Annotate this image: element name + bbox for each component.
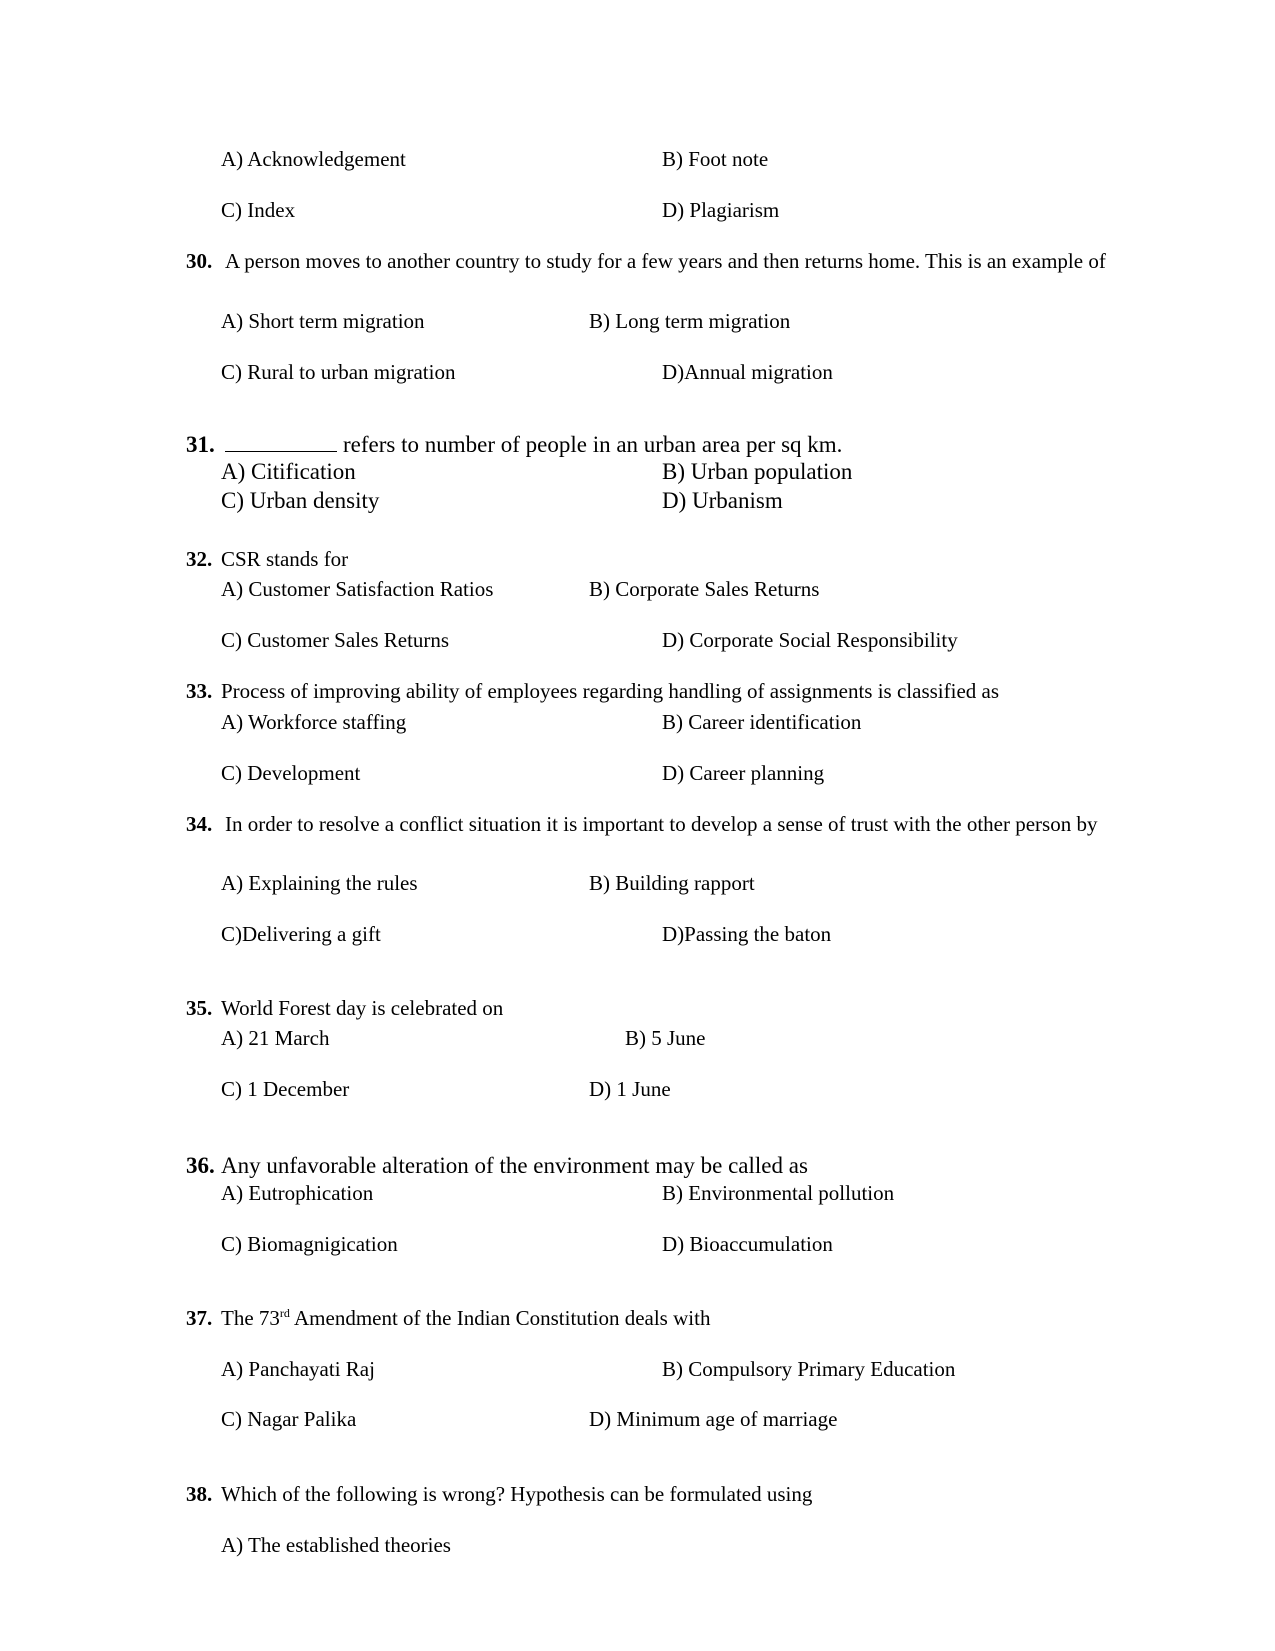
q37-text xyxy=(221,1305,710,1331)
q33-option-a: A) Workforce staffing xyxy=(221,710,407,734)
q36-option-d: D) Bioaccumulation xyxy=(662,1232,833,1256)
q29-option-a: A) Acknowledgement xyxy=(221,147,406,171)
q36-option-b: B) Environmental pollution xyxy=(662,1181,895,1205)
q35-option-d: D) 1 June xyxy=(589,1077,671,1101)
q31-option-c: C) Urban density xyxy=(221,488,380,513)
q38-option-a: A) The established theories xyxy=(221,1533,451,1557)
q32-option-c: C) Customer Sales Returns xyxy=(221,628,450,652)
q36-text: Any unfavorable alteration of the environment may be called as xyxy=(221,1153,808,1178)
q33-number: 33. xyxy=(186,679,213,703)
q32-option-d: D) Corporate Social Responsibility xyxy=(662,628,958,652)
q34-text: In order to resolve a conflict situation it is important to develop a sense of trust with the other person by xyxy=(225,812,1098,836)
q37-option-a: A) Panchayati Raj xyxy=(221,1357,375,1381)
q34-option-a: A) Explaining the rules xyxy=(221,871,418,895)
q34-number: 34. xyxy=(186,812,213,836)
q37-number: 37. xyxy=(186,1306,213,1330)
q30-option-d: D)Annual migration xyxy=(662,360,833,384)
q30-option-a: A) Short term migration xyxy=(221,309,425,333)
q33-option-c: C) Development xyxy=(221,761,361,785)
q33-option-b: B) Career identification xyxy=(662,710,862,734)
q36-option-c: C) Biomagnigication xyxy=(221,1232,398,1256)
q30-number: 30. xyxy=(186,249,213,273)
q34-option-c: C)Delivering a gift xyxy=(221,922,381,946)
q32-option-b: B) Corporate Sales Returns xyxy=(589,577,820,601)
q31-option-d: D) Urbanism xyxy=(662,488,783,513)
q35-number: 35. xyxy=(186,996,213,1020)
q29-option-b: B) Foot note xyxy=(662,147,769,171)
q37-option-d: D) Minimum age of marriage xyxy=(589,1407,838,1431)
q31-option-b: B) Urban population xyxy=(662,459,853,484)
q35-option-c: C) 1 December xyxy=(221,1077,350,1101)
q31-blank xyxy=(225,433,337,452)
q33-option-d: D) Career planning xyxy=(662,761,825,785)
q35-option-a: A) 21 March xyxy=(221,1026,330,1050)
q30-option-c: C) Rural to urban migration xyxy=(221,360,456,384)
q38-number: 38. xyxy=(186,1482,213,1506)
q36-number: 36. xyxy=(186,1153,215,1178)
q30-option-b: B) Long term migration xyxy=(589,309,791,333)
q38-text: Which of the following is wrong? Hypothesis can be formulated using xyxy=(221,1482,813,1506)
q31-option-a: A) Citification xyxy=(221,459,356,484)
q37-option-b: B) Compulsory Primary Education xyxy=(662,1357,956,1381)
q37-text-pre: The 73 xyxy=(221,1306,280,1330)
q34-option-b: B) Building rapport xyxy=(589,871,755,895)
q31-question xyxy=(225,430,842,460)
q32-option-a: A) Customer Satisfaction Ratios xyxy=(221,577,494,601)
q30-text: A person moves to another country to study for a few years and then returns home. This is an example of xyxy=(225,249,1106,273)
q36-option-a: A) Eutrophication xyxy=(221,1181,374,1205)
q37-option-c: C) Nagar Palika xyxy=(221,1407,357,1431)
q37-text-sup: rd xyxy=(279,1306,290,1320)
q37-text-post: Amendment of the Indian Constitution deals with xyxy=(289,1306,711,1330)
q35-option-b: B) 5 June xyxy=(625,1026,706,1050)
q32-number: 32. xyxy=(186,547,213,571)
q33-text: Process of improving ability of employees regarding handling of assignments is classified as xyxy=(221,679,1000,703)
q35-text: World Forest day is celebrated on xyxy=(221,996,504,1020)
q29-option-c: C) Index xyxy=(221,198,296,222)
q31-number: 31. xyxy=(186,432,215,457)
q29-option-d: D) Plagiarism xyxy=(662,198,780,222)
q34-option-d: D)Passing the baton xyxy=(662,922,832,946)
q32-text: CSR stands for xyxy=(221,547,349,571)
q31-text: refers to number of people in an urban area per sq km. xyxy=(343,432,843,457)
